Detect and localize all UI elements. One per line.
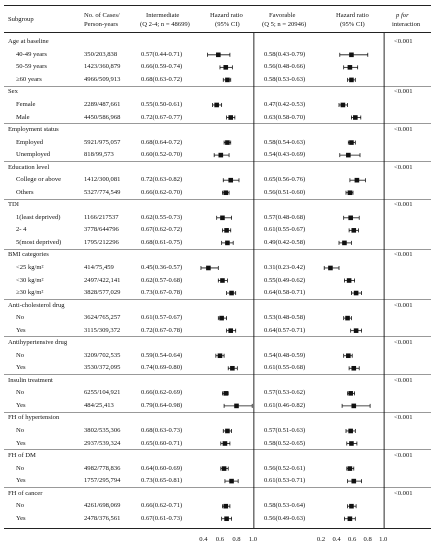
row-intermediate-hr: 0.68(0.61-0.75) xyxy=(141,238,183,246)
group-label: Education level xyxy=(8,163,50,171)
row-label: <25 kg/m² xyxy=(16,263,44,271)
row-cases: 4982/778,836 xyxy=(84,464,121,472)
row-intermediate-hr: 0.57(0.44-0.71) xyxy=(141,50,183,58)
intermediate-marker-point xyxy=(220,216,225,221)
row-label: Female xyxy=(16,100,36,108)
row-label: 1(least deprived) xyxy=(16,213,61,221)
row-favorable-hr: 0.61(0.55-0.68) xyxy=(264,364,306,372)
group-label: FH of cancer xyxy=(8,489,43,497)
favorable-marker-point xyxy=(355,178,360,183)
p-interaction: <0.001 xyxy=(394,489,413,497)
row-cases: 484/25,413 xyxy=(84,401,114,409)
intermediate-marker-point xyxy=(228,328,233,333)
intermediate-marker-point xyxy=(225,241,230,246)
row-label: No xyxy=(16,502,25,510)
row-cases: 350/203,838 xyxy=(84,50,118,58)
row-label: No xyxy=(16,464,25,472)
axis-tick-label: 0.6 xyxy=(348,536,357,543)
row-intermediate-hr: 0.73(0.65-0.81) xyxy=(141,477,183,485)
row-cases: 1166/217537 xyxy=(84,213,119,221)
row-favorable-hr: 0.65(0.56-0.76) xyxy=(264,176,306,184)
row-cases: 3624/765,257 xyxy=(84,314,121,322)
row-cases: 2497/422,141 xyxy=(84,276,121,284)
row-intermediate-hr: 0.66(0.62-0.70) xyxy=(141,188,183,196)
header-hr2-line2: (95% CI) xyxy=(340,21,365,28)
favorable-marker-point xyxy=(349,441,354,446)
row-favorable-hr: 0.53(0.48-0.58) xyxy=(264,314,306,322)
favorable-marker-point xyxy=(348,429,353,434)
row-intermediate-hr: 0.67(0.62-0.72) xyxy=(141,226,183,234)
intermediate-marker-point xyxy=(218,353,223,358)
favorable-marker-point xyxy=(348,391,353,396)
row-intermediate-hr: 0.62(0.55-0.73) xyxy=(141,213,183,221)
row-favorable-hr: 0.57(0.53-0.62) xyxy=(264,389,306,397)
group-label: Antihypertensive drug xyxy=(8,339,68,347)
p-interaction: <0.001 xyxy=(394,163,413,171)
group-label: FH of hypertension xyxy=(8,414,60,422)
header-favorable-line1: Favorable xyxy=(269,12,296,19)
bottom-rule xyxy=(4,528,431,529)
row-cases: 1795/212296 xyxy=(84,238,119,246)
row-favorable-hr: 0.57(0.51-0.63) xyxy=(264,426,306,434)
row-favorable-hr: 0.58(0.43-0.79) xyxy=(264,50,306,58)
row-label: 40-49 years xyxy=(16,50,47,58)
favorable-marker-point xyxy=(328,266,333,271)
row-label: No xyxy=(16,351,25,359)
row-cases: 3828/577,029 xyxy=(84,289,121,297)
intermediate-marker-point xyxy=(224,516,229,521)
favorable-marker-point xyxy=(354,291,359,296)
axis-tick-label: 1.0 xyxy=(248,536,258,543)
favorable-marker-point xyxy=(351,228,356,233)
row-intermediate-hr: 0.72(0.63-0.82) xyxy=(141,176,183,184)
row-intermediate-hr: 0.66(0.59-0.74) xyxy=(141,63,183,71)
row-intermediate-hr: 0.66(0.62-0.71) xyxy=(141,502,183,510)
favorable-marker-point xyxy=(354,328,359,333)
axis-tick-label: 1.0 xyxy=(379,536,388,543)
header-pint-line1: p for xyxy=(396,12,409,19)
row-label: Employed xyxy=(16,138,44,146)
row-favorable-hr: 0.57(0.48-0.68) xyxy=(264,213,306,221)
p-interaction: <0.001 xyxy=(394,126,413,134)
row-favorable-hr: 0.56(0.48-0.66) xyxy=(264,63,306,71)
p-interaction: <0.001 xyxy=(394,88,413,96)
group-label: TDI xyxy=(8,201,19,209)
row-label: Unemployed xyxy=(16,151,51,159)
row-label: College or above xyxy=(16,176,62,184)
row-favorable-hr: 0.55(0.49-0.62) xyxy=(264,276,306,284)
header-favorable-line2: (Q 5; n = 20946) xyxy=(262,21,307,28)
intermediate-marker-point xyxy=(230,366,235,371)
favorable-marker-point xyxy=(348,216,353,221)
favorable-marker-point xyxy=(348,516,353,521)
row-intermediate-hr: 0.68(0.63-0.72) xyxy=(141,75,183,83)
row-cases: 3530/372,095 xyxy=(84,364,121,372)
p-interaction: <0.001 xyxy=(394,38,413,46)
favorable-marker-point xyxy=(351,479,356,484)
row-favorable-hr: 0.64(0.58-0.71) xyxy=(264,289,306,297)
row-cases: 1757/295,794 xyxy=(84,477,121,485)
intermediate-marker-point xyxy=(222,466,227,471)
row-label: Yes xyxy=(16,514,26,522)
header-pint-line2: interaction xyxy=(392,21,421,28)
row-intermediate-hr: 0.55(0.50-0.61) xyxy=(141,100,183,108)
p-interaction: <0.001 xyxy=(394,452,413,460)
favorable-marker-point xyxy=(346,353,351,358)
row-label: <30 kg/m² xyxy=(16,276,44,284)
favorable-marker-point xyxy=(346,153,351,158)
group-label: BMI categories xyxy=(8,251,49,259)
intermediate-marker-point xyxy=(228,115,233,120)
row-label: No xyxy=(16,426,25,434)
row-label: Yes xyxy=(16,439,26,447)
favorable-marker-point xyxy=(353,115,358,120)
header-hr2-line1: Hazard ratio xyxy=(336,12,369,19)
row-favorable-hr: 0.47(0.42-0.53) xyxy=(264,100,306,108)
axis-tick-label: 0.6 xyxy=(215,536,225,543)
p-interaction: <0.001 xyxy=(394,251,413,259)
row-favorable-hr: 0.61(0.55-0.67) xyxy=(264,226,306,234)
row-cases: 414/75,459 xyxy=(84,263,114,271)
intermediate-marker-point xyxy=(216,53,221,58)
row-cases: 1412/300,081 xyxy=(84,176,121,184)
row-cases: 3802/535,306 xyxy=(84,426,121,434)
intermediate-marker-point xyxy=(223,504,228,509)
row-favorable-hr: 0.58(0.52-0.65) xyxy=(264,439,306,447)
row-cases: 1423/360,879 xyxy=(84,63,121,71)
header-hr1-line1: Hazard ratio xyxy=(210,12,243,19)
row-label: Yes xyxy=(16,477,26,485)
p-interaction: <0.001 xyxy=(394,201,413,209)
intermediate-marker-point xyxy=(219,316,224,321)
intermediate-marker-point xyxy=(223,65,228,70)
row-label: No xyxy=(16,314,25,322)
row-intermediate-hr: 0.68(0.64-0.72) xyxy=(141,138,183,146)
header-subgroup: Subgroup xyxy=(8,16,34,23)
axis-tick-label: 0.4 xyxy=(332,536,341,543)
row-favorable-hr: 0.56(0.51-0.60) xyxy=(264,188,306,196)
favorable-marker-point xyxy=(341,103,346,108)
row-label: ≥60 years xyxy=(16,75,42,83)
intermediate-marker-point xyxy=(223,391,228,396)
row-cases: 4450/586,968 xyxy=(84,113,121,121)
row-intermediate-hr: 0.61(0.57-0.67) xyxy=(141,314,183,322)
row-cases: 4261/698,069 xyxy=(84,502,121,510)
row-intermediate-hr: 0.45(0.36-0.57) xyxy=(141,263,183,271)
row-label: 2- 4 xyxy=(16,226,27,234)
row-favorable-hr: 0.64(0.57-0.71) xyxy=(264,326,306,334)
row-intermediate-hr: 0.59(0.54-0.64) xyxy=(141,351,183,359)
row-label: 50-59 years xyxy=(16,63,47,71)
favorable-marker-point xyxy=(347,278,352,283)
row-cases: 6255/104,921 xyxy=(84,389,121,397)
intermediate-marker-point xyxy=(234,404,239,409)
row-intermediate-hr: 0.79(0.64-0.98) xyxy=(141,401,183,409)
intermediate-marker-point xyxy=(223,190,228,195)
row-intermediate-hr: 0.72(0.67-0.78) xyxy=(141,326,183,334)
favorable-marker-point xyxy=(351,404,356,409)
favorable-marker-point xyxy=(349,78,354,83)
row-intermediate-hr: 0.73(0.67-0.78) xyxy=(141,289,183,297)
row-cases: 2478/376,561 xyxy=(84,514,121,522)
favorable-marker-point xyxy=(348,190,353,195)
axis-tick-label: 0.4 xyxy=(199,536,208,543)
intermediate-marker-point xyxy=(224,228,229,233)
group-label: Employment status xyxy=(8,126,59,134)
intermediate-marker-point xyxy=(229,479,234,484)
favorable-marker-point xyxy=(349,140,354,145)
row-favorable-hr: 0.61(0.46-0.82) xyxy=(264,401,306,409)
favorable-marker-point xyxy=(348,466,353,471)
row-intermediate-hr: 0.68(0.63-0.73) xyxy=(141,426,183,434)
intermediate-marker-point xyxy=(206,266,211,271)
favorable-marker-point xyxy=(345,316,350,321)
row-intermediate-hr: 0.72(0.67-0.77) xyxy=(141,113,183,121)
p-interaction: <0.001 xyxy=(394,301,413,309)
intermediate-marker-point xyxy=(214,103,219,108)
row-cases: 2289/487,661 xyxy=(84,100,121,108)
row-cases: 4966/509,913 xyxy=(84,75,121,83)
group-label: Anti-cholesterol drug xyxy=(8,301,65,309)
axis-tick-label: 0.8 xyxy=(363,536,372,543)
row-favorable-hr: 0.58(0.54-0.63) xyxy=(264,138,306,146)
p-interaction: <0.001 xyxy=(394,376,413,384)
row-intermediate-hr: 0.74(0.69-0.80) xyxy=(141,364,183,372)
row-label: No xyxy=(16,389,25,397)
row-favorable-hr: 0.54(0.43-0.69) xyxy=(264,151,306,159)
row-label: Others xyxy=(16,188,34,196)
intermediate-marker-point xyxy=(223,441,228,446)
axis-tick-label: 0.2 xyxy=(316,536,326,543)
row-intermediate-hr: 0.67(0.61-0.73) xyxy=(141,514,183,522)
row-cases: 818/99,573 xyxy=(84,151,114,159)
row-intermediate-hr: 0.62(0.57-0.68) xyxy=(141,276,183,284)
intermediate-marker-point xyxy=(225,78,230,83)
group-label: FH of DM xyxy=(8,452,36,460)
row-cases: 3778/644796 xyxy=(84,226,119,234)
row-favorable-hr: 0.49(0.42-0.58) xyxy=(264,238,306,246)
row-cases: 5921/975,057 xyxy=(84,138,121,146)
header-intermediate-line2: (Q 2-4; n = 48699) xyxy=(140,21,190,28)
p-interaction: <0.001 xyxy=(394,339,413,347)
intermediate-marker-point xyxy=(219,153,224,158)
p-interaction: <0.001 xyxy=(394,414,413,422)
intermediate-marker-point xyxy=(225,140,230,145)
row-favorable-hr: 0.58(0.53-0.64) xyxy=(264,502,306,510)
row-label: Yes xyxy=(16,401,26,409)
row-label: Yes xyxy=(16,326,26,334)
row-cases: 3115/309,372 xyxy=(84,326,121,334)
favorable-marker-point xyxy=(349,504,354,509)
row-favorable-hr: 0.56(0.52-0.61) xyxy=(264,464,306,472)
favorable-marker-point xyxy=(342,241,347,246)
row-label: Male xyxy=(16,113,30,121)
group-label: Insulin treatment xyxy=(8,376,53,384)
row-label: ≥30 kg/m² xyxy=(16,289,44,297)
row-intermediate-hr: 0.60(0.52-0.70) xyxy=(141,151,183,159)
favorable-marker-point xyxy=(348,65,353,70)
header-hr1-line2: (95% CI) xyxy=(215,21,240,28)
intermediate-marker-point xyxy=(228,178,233,183)
row-favorable-hr: 0.56(0.49-0.63) xyxy=(264,514,306,522)
favorable-marker-point xyxy=(351,366,356,371)
header-intermediate-line1: Intermediate xyxy=(146,12,180,19)
intermediate-marker-point xyxy=(220,278,225,283)
favorable-marker-point xyxy=(349,53,354,58)
intermediate-marker-point xyxy=(229,291,234,296)
header-cases-line1: No. of Cases/ xyxy=(84,12,120,19)
row-favorable-hr: 0.61(0.53-0.71) xyxy=(264,477,306,485)
row-intermediate-hr: 0.66(0.62-0.69) xyxy=(141,389,183,397)
row-favorable-hr: 0.54(0.48-0.59) xyxy=(264,351,306,359)
row-intermediate-hr: 0.64(0.60-0.69) xyxy=(141,464,183,472)
row-cases: 5327/774,549 xyxy=(84,188,121,196)
group-label: Sex xyxy=(8,88,18,96)
row-favorable-hr: 0.63(0.58-0.70) xyxy=(264,113,306,121)
row-label: 5(most deprived) xyxy=(16,238,62,246)
row-label: Yes xyxy=(16,364,26,372)
axis-tick-label: 0.8 xyxy=(232,536,241,543)
row-cases: 2937/539,324 xyxy=(84,439,121,447)
row-cases: 3209/702,535 xyxy=(84,351,121,359)
intermediate-marker-point xyxy=(225,429,230,434)
row-favorable-hr: 0.31(0.23-0.42) xyxy=(264,263,306,271)
row-favorable-hr: 0.58(0.53-0.63) xyxy=(264,75,306,83)
group-label: Age at baseline xyxy=(8,38,49,46)
row-intermediate-hr: 0.65(0.60-0.71) xyxy=(141,439,183,447)
header-cases-line2: Person-years xyxy=(84,21,119,28)
